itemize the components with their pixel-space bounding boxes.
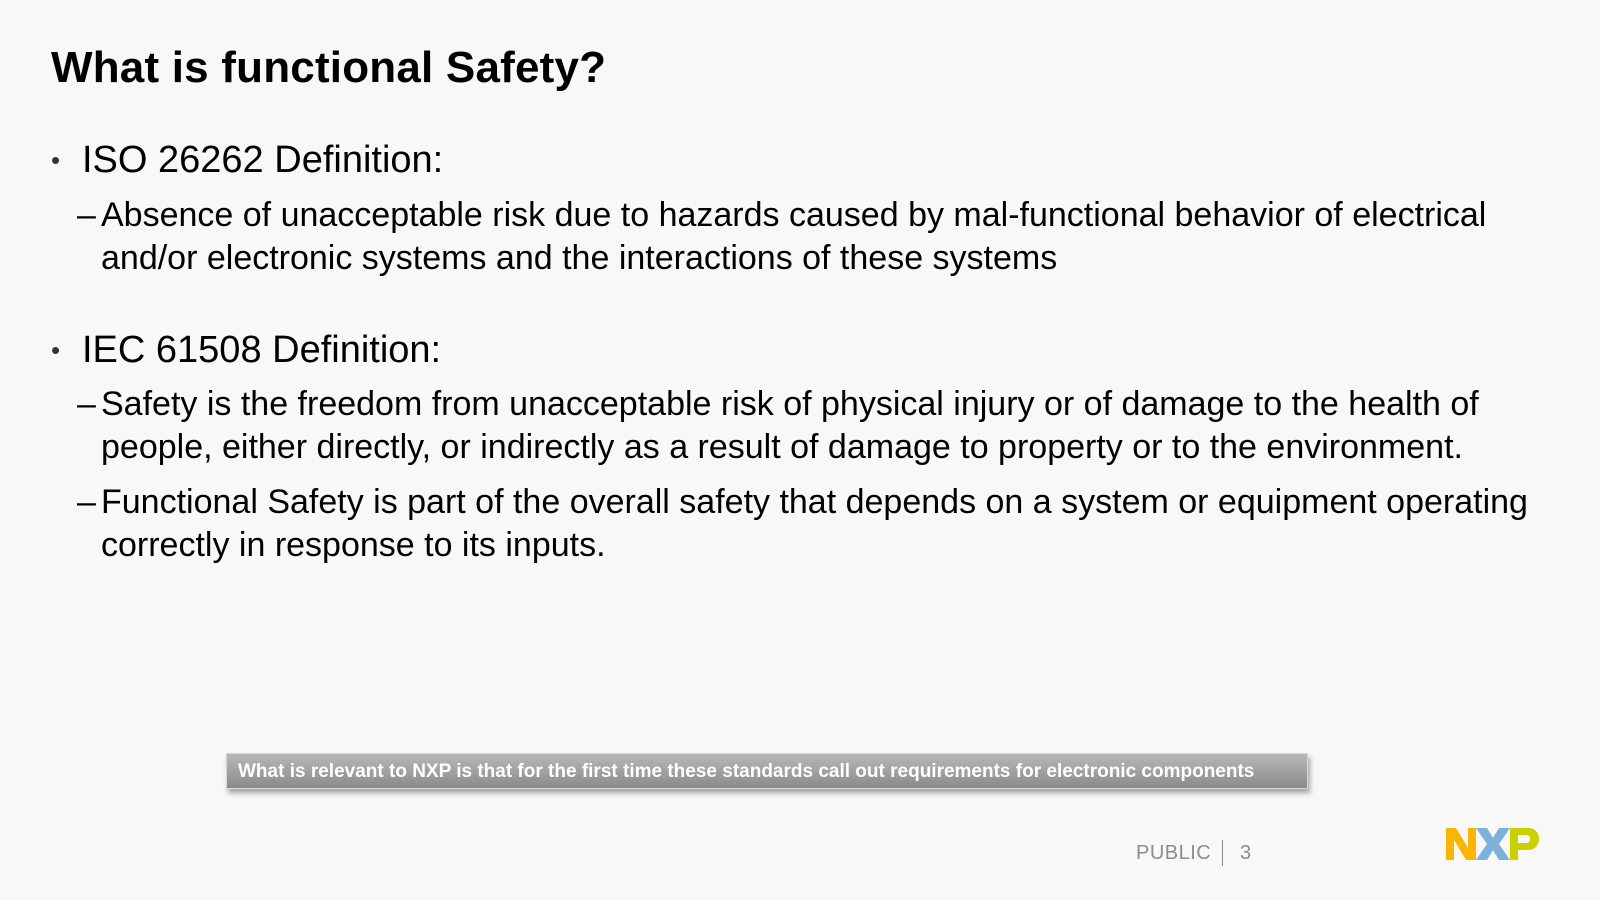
section-heading: ISO 26262 Definition:	[82, 139, 444, 181]
list-item-text: Safety is the freedom from unacceptable risk of physical injury or of damage to the health of people, either directly, or indirectly as a result of damage to property or to the environment.	[101, 385, 1479, 467]
dash-icon: –	[77, 385, 96, 424]
list-item-text: Absence of unacceptable risk due to hazards caused by mal-functional behavior of electrical and/or electronic systems and the interactions of these systems	[101, 195, 1487, 277]
sub-list	[77, 194, 1571, 280]
callout-banner: What is relevant to NXP is that for the first time these standards call out requirements for electronic components	[226, 753, 1308, 789]
logo-n-shape	[1446, 828, 1476, 860]
slide-content	[51, 138, 1571, 579]
dash-icon: –	[77, 483, 96, 522]
logo-p-shape	[1510, 828, 1539, 860]
slide-title: What is functional Safety?	[51, 43, 607, 92]
logo-x-shape	[1476, 828, 1510, 860]
section-heading: IEC 61508 Definition:	[82, 328, 442, 371]
classification-label: PUBLIC	[1136, 842, 1212, 864]
list-item	[77, 194, 1571, 280]
bullet-icon: •	[51, 334, 61, 365]
section-iso-26262	[51, 138, 1571, 280]
list-item	[77, 383, 1571, 469]
page-number: 3	[1240, 842, 1252, 864]
section-iec-61508	[51, 328, 1571, 568]
list-item-text: Functional Safety is part of the overall safety that depends on a system or equipment operating correctly in response to its inputs.	[101, 483, 1528, 565]
bullet-icon: •	[51, 145, 61, 175]
list-item	[77, 481, 1571, 567]
sub-list	[77, 383, 1571, 567]
footer-divider	[1222, 840, 1223, 866]
dash-icon: –	[77, 195, 96, 234]
nxp-logo-icon	[1444, 826, 1540, 862]
